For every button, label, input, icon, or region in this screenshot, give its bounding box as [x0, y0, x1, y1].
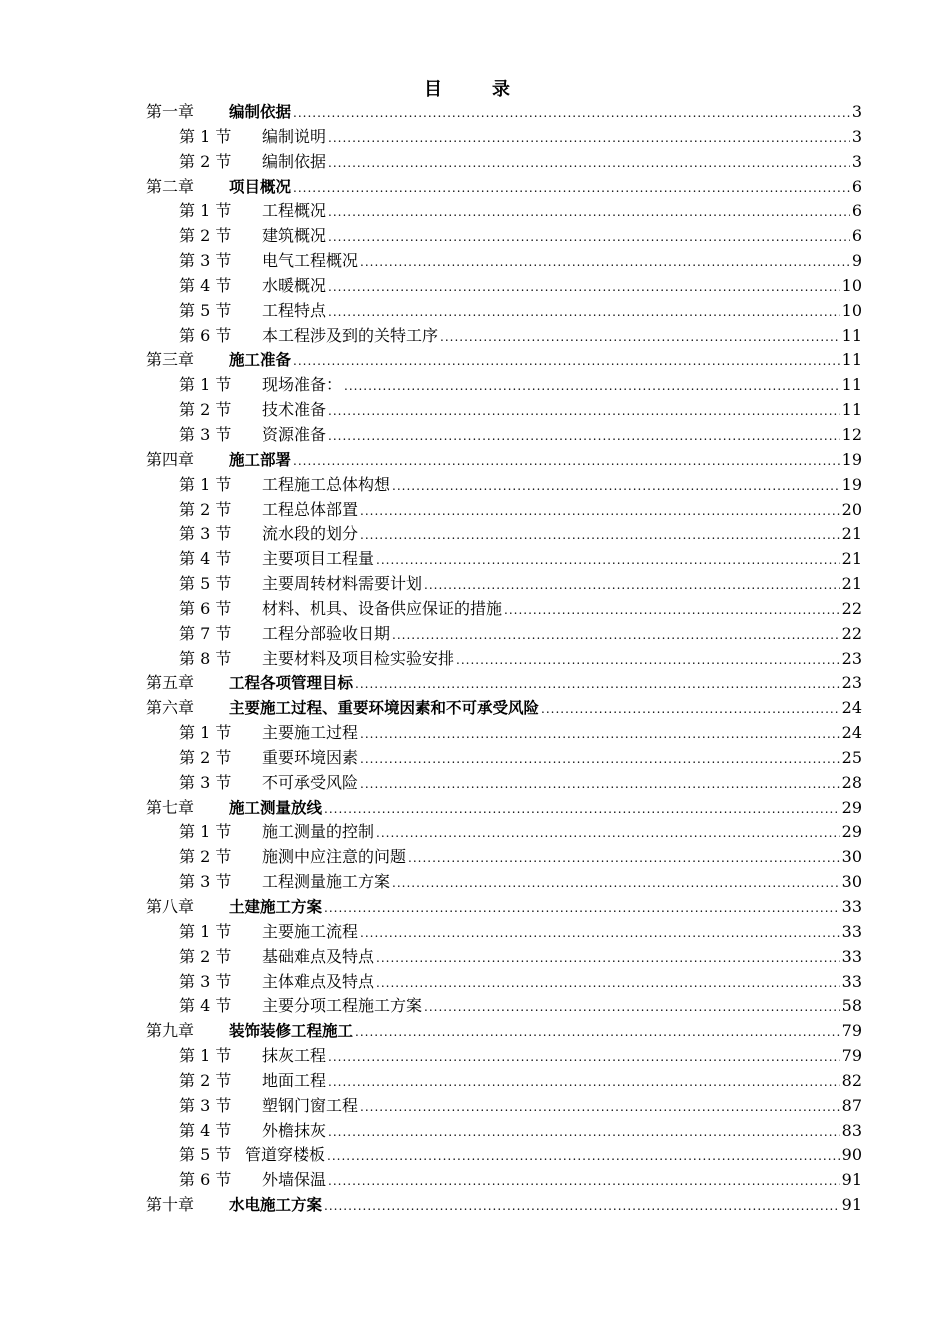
entry-number: 第四章 — [146, 449, 195, 469]
dot-leader — [376, 821, 840, 846]
entry-title: 水电施工方案 — [229, 1196, 323, 1215]
entry-title: 主要施工流程 — [262, 921, 359, 941]
dot-leader — [392, 871, 840, 896]
entry-number: 第 2 节 — [179, 499, 232, 519]
entry-page-number: 9 — [851, 251, 862, 271]
dot-leader — [328, 225, 850, 250]
toc-section-entry[interactable] — [146, 423, 862, 448]
entry-number: 第七章 — [146, 797, 195, 817]
entry-page-number: 11 — [841, 325, 862, 345]
dot-leader — [424, 995, 840, 1020]
toc-section-entry[interactable] — [146, 199, 862, 224]
entry-title: 技术准备 — [262, 400, 327, 420]
entry-page-number: 58 — [841, 996, 862, 1016]
entry-number: 第 2 节 — [179, 226, 232, 246]
toc-chapter-entry[interactable] — [146, 448, 862, 473]
dot-leader — [328, 424, 840, 449]
entry-title: 施测中应注意的问题 — [262, 847, 407, 867]
entry-title: 主要施工过程 — [262, 723, 359, 743]
entry-number: 第九章 — [146, 1021, 195, 1041]
toc-section-entry[interactable] — [146, 373, 862, 398]
entry-title: 工程特点 — [262, 300, 327, 320]
entry-title: 资源准备 — [262, 424, 327, 444]
toc-chapter-entry[interactable] — [146, 895, 862, 920]
entry-title: 施工部署 — [229, 450, 292, 469]
dot-leader — [360, 1095, 840, 1120]
toc-section-entry[interactable] — [146, 994, 862, 1019]
toc-chapter-entry[interactable] — [146, 671, 862, 696]
toc-chapter-entry[interactable] — [146, 348, 862, 373]
dot-leader — [293, 176, 850, 201]
dot-leader — [504, 598, 840, 623]
toc-section-entry[interactable] — [146, 820, 862, 845]
toc-section-entry[interactable] — [146, 1094, 862, 1119]
entry-page-number: 19 — [841, 474, 862, 494]
entry-page-number: 79 — [841, 1021, 862, 1041]
entry-number: 第 3 节 — [179, 524, 232, 544]
entry-title: 施工测量的控制 — [262, 822, 375, 842]
entry-page-number: 29 — [841, 797, 862, 817]
entry-number: 第 5 节 — [179, 300, 232, 320]
toc-section-entry[interactable] — [146, 870, 862, 895]
entry-page-number: 23 — [841, 673, 862, 693]
entry-number: 第 1 节 — [179, 822, 232, 842]
entry-page-number: 11 — [841, 400, 862, 420]
toc-section-entry[interactable] — [146, 398, 862, 423]
entry-page-number: 11 — [841, 375, 862, 395]
toc-section-entry[interactable] — [146, 299, 862, 324]
entry-number: 第 1 节 — [179, 474, 232, 494]
entry-page-number: 6 — [851, 226, 862, 246]
dot-leader — [324, 896, 840, 921]
dot-leader — [293, 101, 850, 126]
entry-title: 工程概况 — [262, 201, 327, 221]
entry-number: 第三章 — [146, 350, 195, 370]
entry-page-number: 87 — [841, 1095, 862, 1115]
dot-leader — [376, 548, 840, 573]
dot-leader — [324, 797, 840, 822]
entry-number: 第 2 节 — [179, 151, 232, 171]
dot-leader — [328, 1070, 840, 1095]
entry-page-number: 33 — [841, 921, 862, 941]
dot-leader — [392, 474, 840, 499]
toc-section-entry[interactable] — [146, 945, 862, 970]
entry-number: 第一章 — [146, 102, 195, 121]
toc-section-entry[interactable] — [146, 498, 862, 523]
dot-leader — [360, 523, 840, 548]
toc-chapter-entry[interactable] — [146, 175, 862, 200]
toc-section-entry[interactable] — [146, 150, 862, 175]
entry-number: 第 2 节 — [179, 847, 232, 867]
entry-number: 第五章 — [146, 673, 195, 693]
entry-title: 主要项目工程量 — [262, 549, 375, 569]
dot-leader — [408, 846, 840, 871]
entry-number: 第 1 节 — [179, 375, 232, 395]
toc-section-entry[interactable] — [146, 522, 862, 547]
entry-number: 第 4 节 — [179, 1120, 232, 1140]
entry-page-number: 12 — [841, 424, 862, 444]
entry-number: 第 2 节 — [179, 1070, 232, 1090]
entry-title: 材料、机具、设备供应保证的措施 — [262, 598, 503, 618]
dot-leader — [456, 648, 840, 673]
entry-number: 第 3 节 — [179, 1095, 232, 1115]
toc-title: 目 录 — [424, 79, 526, 100]
entry-title: 编制说明 — [262, 126, 327, 146]
dot-leader — [360, 499, 840, 524]
entry-number: 第六章 — [146, 698, 195, 718]
entry-number: 第八章 — [146, 897, 195, 916]
entry-page-number: 24 — [841, 723, 862, 743]
entry-page-number: 79 — [841, 1046, 862, 1066]
entry-page-number: 91 — [841, 1195, 862, 1215]
entry-page-number: 11 — [841, 350, 862, 370]
entry-number: 第 3 节 — [179, 772, 232, 792]
entry-title: 不可承受风险 — [262, 772, 359, 792]
entry-number: 第 3 节 — [179, 971, 232, 991]
entry-page-number: 3 — [851, 102, 862, 121]
dot-leader — [328, 126, 850, 151]
toc-chapter-entry[interactable] — [146, 1019, 862, 1044]
dot-leader — [376, 971, 840, 996]
entry-page-number: 6 — [851, 176, 862, 196]
entry-title: 现场准备： — [262, 375, 343, 395]
dot-leader — [328, 1169, 840, 1194]
toc-section-entry[interactable] — [146, 845, 862, 870]
entry-title: 编制依据 — [262, 151, 327, 171]
entry-number: 第 2 节 — [179, 400, 232, 420]
entry-page-number: 21 — [841, 524, 862, 544]
toc-section-entry[interactable] — [146, 1069, 862, 1094]
toc-section-entry[interactable] — [146, 473, 862, 498]
entry-title: 外檐抹灰 — [262, 1120, 327, 1140]
toc-section-entry[interactable] — [146, 1143, 862, 1168]
dot-leader — [440, 325, 840, 350]
toc-section-entry[interactable] — [146, 125, 862, 150]
entry-page-number: 28 — [841, 772, 862, 792]
entry-page-number: 10 — [841, 300, 862, 320]
dot-leader — [328, 275, 840, 300]
toc-section-entry[interactable] — [146, 622, 862, 647]
dot-leader — [344, 374, 840, 399]
dot-leader — [293, 449, 840, 474]
toc-section-entry[interactable] — [146, 1168, 862, 1193]
toc-section-entry[interactable] — [146, 274, 862, 299]
dot-leader — [328, 151, 850, 176]
entry-title: 管道穿楼板 — [245, 1145, 326, 1165]
entry-title: 主要材料及项目检实验安排 — [262, 648, 455, 668]
toc-section-entry[interactable] — [146, 771, 862, 796]
entry-title: 本工程涉及到的关特工序 — [262, 325, 439, 345]
table-of-contents — [146, 100, 862, 1218]
toc-section-entry[interactable] — [146, 1044, 862, 1069]
entry-number: 第 3 节 — [179, 872, 232, 892]
toc-chapter-entry[interactable] — [146, 100, 862, 125]
dot-leader — [293, 349, 840, 374]
entry-number: 第 1 节 — [179, 921, 232, 941]
dot-leader — [327, 1144, 840, 1169]
entry-page-number: 21 — [841, 549, 862, 569]
entry-number: 第十章 — [146, 1195, 195, 1215]
entry-page-number: 19 — [841, 449, 862, 469]
dot-leader — [424, 573, 840, 598]
entry-page-number: 83 — [841, 1120, 862, 1140]
toc-section-entry[interactable] — [146, 920, 862, 945]
entry-title: 重要环境因素 — [262, 747, 359, 767]
entry-title: 工程分部验收日期 — [262, 623, 391, 643]
entry-title: 主要分项工程施工方案 — [262, 996, 423, 1016]
entry-number: 第 5 节 — [179, 574, 232, 594]
entry-number: 第 6 节 — [179, 325, 232, 345]
entry-page-number: 21 — [841, 574, 862, 594]
entry-title: 工程各项管理目标 — [229, 674, 354, 693]
toc-section-entry[interactable] — [146, 647, 862, 672]
entry-page-number: 10 — [841, 275, 862, 295]
entry-title: 施工准备 — [229, 351, 292, 370]
entry-number: 第 3 节 — [179, 251, 232, 271]
dot-leader — [328, 300, 840, 325]
entry-number: 第 1 节 — [179, 201, 232, 221]
entry-title: 基础难点及特点 — [262, 946, 375, 966]
entry-number: 第 3 节 — [179, 424, 232, 444]
entry-title: 主要周转材料需要计划 — [262, 574, 423, 594]
entry-number: 第 2 节 — [179, 946, 232, 966]
entry-title: 地面工程 — [262, 1070, 327, 1090]
toc-section-entry[interactable] — [146, 970, 862, 995]
entry-number: 第 4 节 — [179, 275, 232, 295]
toc-chapter-entry[interactable] — [146, 796, 862, 821]
entry-title: 工程总体部置 — [262, 499, 359, 519]
dot-leader — [328, 1120, 840, 1145]
entry-number: 第 1 节 — [179, 723, 232, 743]
entry-title: 编制依据 — [229, 103, 292, 121]
toc-section-entry[interactable] — [146, 597, 862, 622]
toc-section-entry[interactable] — [146, 249, 862, 274]
dot-leader — [328, 399, 840, 424]
dot-leader — [360, 250, 850, 275]
entry-number: 第 4 节 — [179, 549, 232, 569]
entry-page-number: 33 — [841, 946, 862, 966]
toc-section-entry[interactable] — [146, 324, 862, 349]
dot-leader — [376, 946, 840, 971]
dot-leader — [355, 672, 840, 697]
dot-leader — [360, 722, 840, 747]
dot-leader — [324, 1194, 840, 1219]
entry-title: 塑钢门窗工程 — [262, 1095, 359, 1115]
entry-title: 装饰装修工程施工 — [229, 1022, 354, 1041]
dot-leader — [360, 772, 840, 797]
entry-page-number: 30 — [841, 847, 862, 867]
dot-leader — [328, 200, 850, 225]
entry-page-number: 23 — [841, 648, 862, 668]
entry-title: 流水段的划分 — [262, 524, 359, 544]
entry-number: 第 2 节 — [179, 747, 232, 767]
entry-page-number: 82 — [841, 1070, 862, 1090]
entry-number: 第 5 节 — [179, 1145, 232, 1165]
entry-page-number: 6 — [851, 201, 862, 221]
entry-page-number: 22 — [841, 623, 862, 643]
entry-page-number: 91 — [841, 1170, 862, 1190]
entry-page-number: 33 — [841, 897, 862, 916]
entry-title: 施工测量放线 — [229, 798, 323, 817]
entry-number: 第 1 节 — [179, 1046, 232, 1066]
entry-page-number: 25 — [841, 747, 862, 767]
dot-leader — [355, 1020, 840, 1045]
entry-page-number: 33 — [841, 971, 862, 991]
toc-section-entry[interactable] — [146, 224, 862, 249]
toc-section-entry[interactable] — [146, 721, 862, 746]
entry-page-number: 30 — [841, 872, 862, 892]
entry-title: 抹灰工程 — [262, 1046, 327, 1066]
entry-page-number: 3 — [851, 126, 862, 146]
entry-page-number: 20 — [841, 499, 862, 519]
entry-title: 项目概况 — [229, 177, 292, 196]
entry-page-number: 3 — [851, 151, 862, 171]
dot-leader — [360, 921, 840, 946]
entry-number: 第 4 节 — [179, 996, 232, 1016]
toc-section-entry[interactable] — [146, 746, 862, 771]
entry-title: 工程施工总体构想 — [262, 474, 391, 494]
entry-page-number: 29 — [841, 822, 862, 842]
entry-title: 建筑概况 — [262, 226, 327, 246]
entry-number: 第 7 节 — [179, 623, 232, 643]
entry-number: 第二章 — [146, 176, 195, 196]
entry-number: 第 6 节 — [179, 1170, 232, 1190]
toc-section-entry[interactable] — [146, 1119, 862, 1144]
toc-section-entry[interactable] — [146, 547, 862, 572]
toc-section-entry[interactable] — [146, 572, 862, 597]
toc-chapter-entry[interactable] — [146, 1193, 862, 1218]
entry-page-number: 90 — [841, 1145, 862, 1165]
entry-title: 外墙保温 — [262, 1170, 327, 1190]
entry-title: 电气工程概况 — [262, 251, 359, 271]
entry-number: 第 1 节 — [179, 126, 232, 146]
entry-title: 主体难点及特点 — [262, 971, 375, 991]
dot-leader — [392, 623, 840, 648]
entry-title: 水暖概况 — [262, 275, 327, 295]
entry-title: 主要施工过程、重要环境因素和不可承受风险 — [229, 699, 540, 718]
entry-page-number: 22 — [841, 598, 862, 618]
dot-leader — [360, 747, 840, 772]
entry-number: 第 8 节 — [179, 648, 232, 668]
toc-chapter-entry[interactable] — [146, 696, 862, 721]
dot-leader — [328, 1045, 840, 1070]
entry-title: 工程测量施工方案 — [262, 872, 391, 892]
dot-leader — [541, 697, 840, 722]
entry-page-number: 24 — [841, 698, 862, 718]
entry-title: 土建施工方案 — [229, 898, 323, 916]
entry-number: 第 6 节 — [179, 598, 232, 618]
